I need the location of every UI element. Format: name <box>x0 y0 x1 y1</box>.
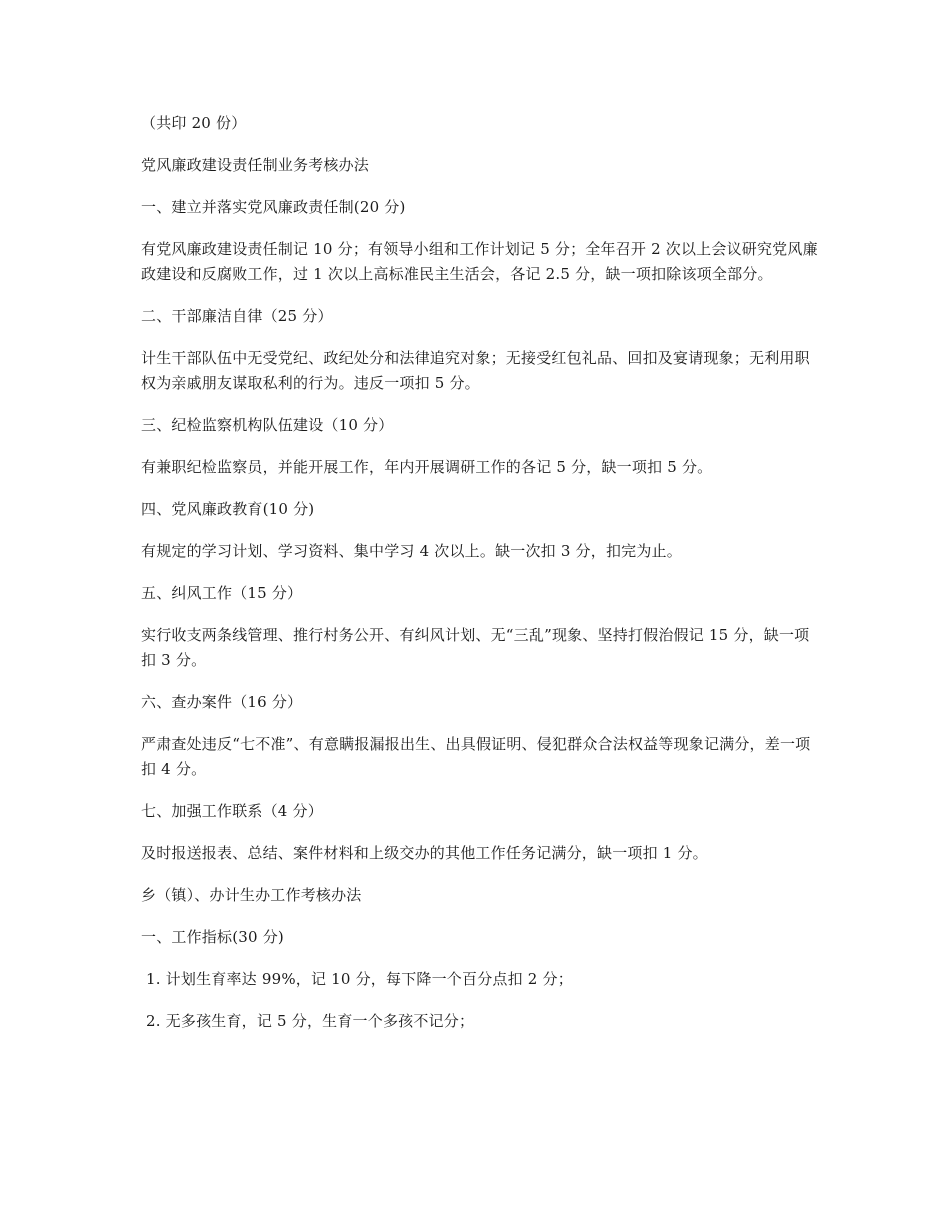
body-case-handling: 严肃查处违反“七不准”、有意瞒报漏报出生、出具假证明、侵犯群众合法权益等现象记满分，差一项扣 4 分。 <box>141 735 811 778</box>
heading-self-discipline: 二、干部廉洁自律（25 分） <box>141 307 333 325</box>
heading-education: 四、党风廉政教育(10 分) <box>141 500 315 518</box>
section-title-party-conduct: 党风廉政建设责任制业务考核办法 <box>141 156 370 174</box>
heading-inspection-team: 三、纪检监察机构队伍建设（10 分） <box>141 416 394 434</box>
body-work-liaison: 及时报送报表、总结、案件材料和上级交办的其他工作任务记满分，缺一项扣 1 分。 <box>141 844 708 862</box>
heading-work-liaison: 七、加强工作联系（4 分） <box>141 802 323 820</box>
document-body <box>141 111 821 1051</box>
heading-responsibility-system: 一、建立并落实党风廉政责任制(20 分) <box>141 198 406 216</box>
list-item-indicator-2: 2. 无多孩生育，记 5 分，生育一个多孩不记分； <box>146 1012 475 1030</box>
heading-work-indicators: 一、工作指标(30 分) <box>141 928 284 946</box>
body-self-discipline: 计生干部队伍中无受党纪、政纪处分和法律追究对象；无接受红包礼品、回扣及宴请现象；无利用职权为亲戚朋友谋取私利的行为。违反一项扣 5 分。 <box>141 349 810 392</box>
print-count-note: （共印 20 份） <box>141 114 247 132</box>
body-responsibility-system: 有党风廉政建设责任制记 10 分；有领导小组和工作计划记 5 分；全年召开 2 次以上会议研究党风廉政建设和反腐败工作，过 1 次以上高标准民主生活会，各记 2.5 分，缺一项扣除该项全部分。 <box>141 240 818 283</box>
body-inspection-team: 有兼职纪检监察员，并能开展工作，年内开展调研工作的各记 5 分，缺一项扣 5 分。 <box>141 458 713 476</box>
body-rectification: 实行收支两条线管理、推行村务公开、有纠风计划、无“三乱”现象、坚持打假治假记 15 分，缺一项扣 3 分。 <box>141 626 810 669</box>
heading-case-handling: 六、查办案件（16 分） <box>141 693 303 711</box>
section-title-township: 乡（镇）、办计生办工作考核办法 <box>141 886 362 904</box>
heading-rectification: 五、纠风工作（15 分） <box>141 584 303 602</box>
body-education: 有规定的学习计划、学习资料、集中学习 4 次以上。缺一次扣 3 分，扣完为止。 <box>141 542 682 560</box>
list-item-indicator-1: 1. 计划生育率达 99%，记 10 分，每下降一个百分点扣 2 分； <box>146 970 573 988</box>
